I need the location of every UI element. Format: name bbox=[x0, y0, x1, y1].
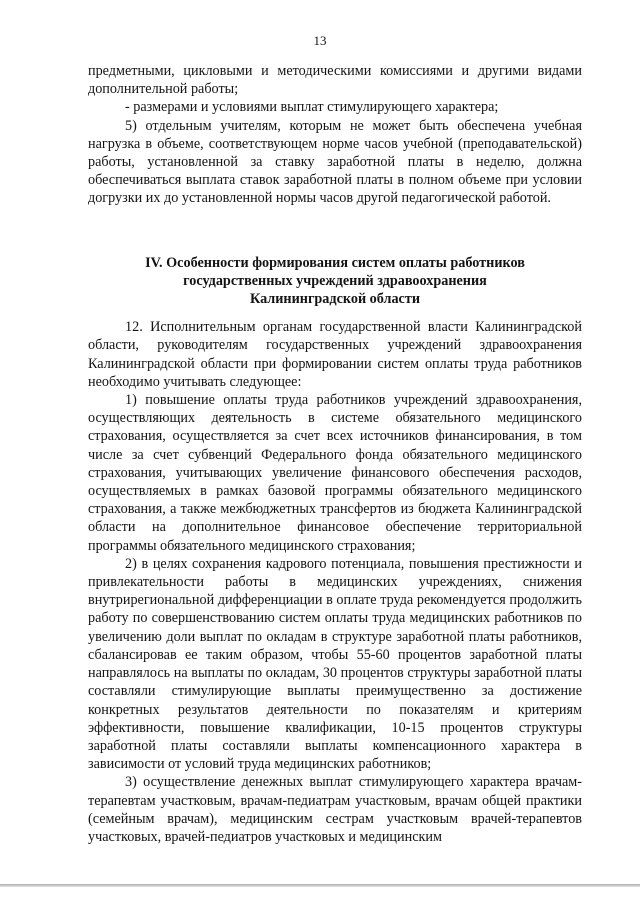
paragraph-continuation: предметными, цикловыми и методическими комиссиями и другими видами дополнительной работы; bbox=[88, 63, 582, 98]
paragraph-item-3: 3) осуществление денежных выплат стимулирующего характера врачам-терапевтам участковым, врачам-педиатрам участковым, врачам общей практики (семейным врачам), медицинским сестрам участковым врачей-терапевтов участковых, врачей-педиатров участковых и медицинским bbox=[88, 774, 582, 845]
paragraph-item-5: 5) отдельным учителям, которым не может быть обеспечена учебная нагрузка в объеме, соответствующем норме часов учебной (преподавательской) работы, установленной за ставку заработной платы в неделю, должна обеспечиваться выплата ставок заработной платы в полном объеме при условии догрузки их до установленной нормы часов другой педагогической работой. bbox=[88, 117, 582, 207]
paragraph-item-1: 1) повышение оплаты труда работников учреждений здравоохранения, осуществляющих деятельность в системе обязательного медицинского страхования, осуществляется за счет всех источников финансирования, в том числе за счет субвенций Федерального фонда обязательного медицинского страхования, учитывающих увеличение финансового обеспечения расходов, осуществляемых в рамках базовой программы обязательного медицинского страхования, а также межбюджетных трансфертов из бюджета Калининградской области на дополнительное финансовое обеспечение территориальной программы обязательного медицинского страхования; bbox=[88, 392, 582, 554]
page-number: 13 bbox=[313, 33, 327, 48]
section-heading-line-2: государственных учреждений здравоохранения bbox=[183, 272, 487, 289]
document-body bbox=[88, 62, 582, 846]
paragraph-12: 12. Исполнительным органам государственной власти Калининградской области, руководителям государственных учреждений здравоохранения Калининградской области при формировании систем оплаты труда работников необходимо учитывать следующее: bbox=[88, 319, 582, 390]
paragraph-item-2: 2) в целях сохранения кадрового потенциала, повышения престижности и привлекательности работы в медицинских учреждениях, снижения внутрирегиональной дифференциации в оплате труда рекомендуется продолжить работу по совершенствованию систем оплаты труда медицинских работников по увеличению доли выплат по окладам в структуре заработной платы работников, сбалансировав ее таким образом, чтобы 55-60 процентов заработной платы направлялось на выплаты по окладам, 30 процентов структуры заработной платы составляли стимулирующие выплаты преимущественно за достижение конкретных результатов деятельности по показателям и критериям эффективности, повышение квалификации, 10-15 процентов структуры заработной платы составляли выплаты компенсационного характера в зависимости от условий труда медицинских работников; bbox=[88, 555, 582, 773]
scan-edge-line bbox=[0, 884, 640, 887]
paragraph-stimulating-payments: - размерами и условиями выплат стимулирующего характера; bbox=[125, 99, 499, 116]
section-heading bbox=[88, 254, 582, 309]
section-heading-line-1: IV. Особенности формирования систем оплаты работников bbox=[145, 254, 525, 271]
section-heading-line-3: Калининградской области bbox=[249, 291, 420, 308]
